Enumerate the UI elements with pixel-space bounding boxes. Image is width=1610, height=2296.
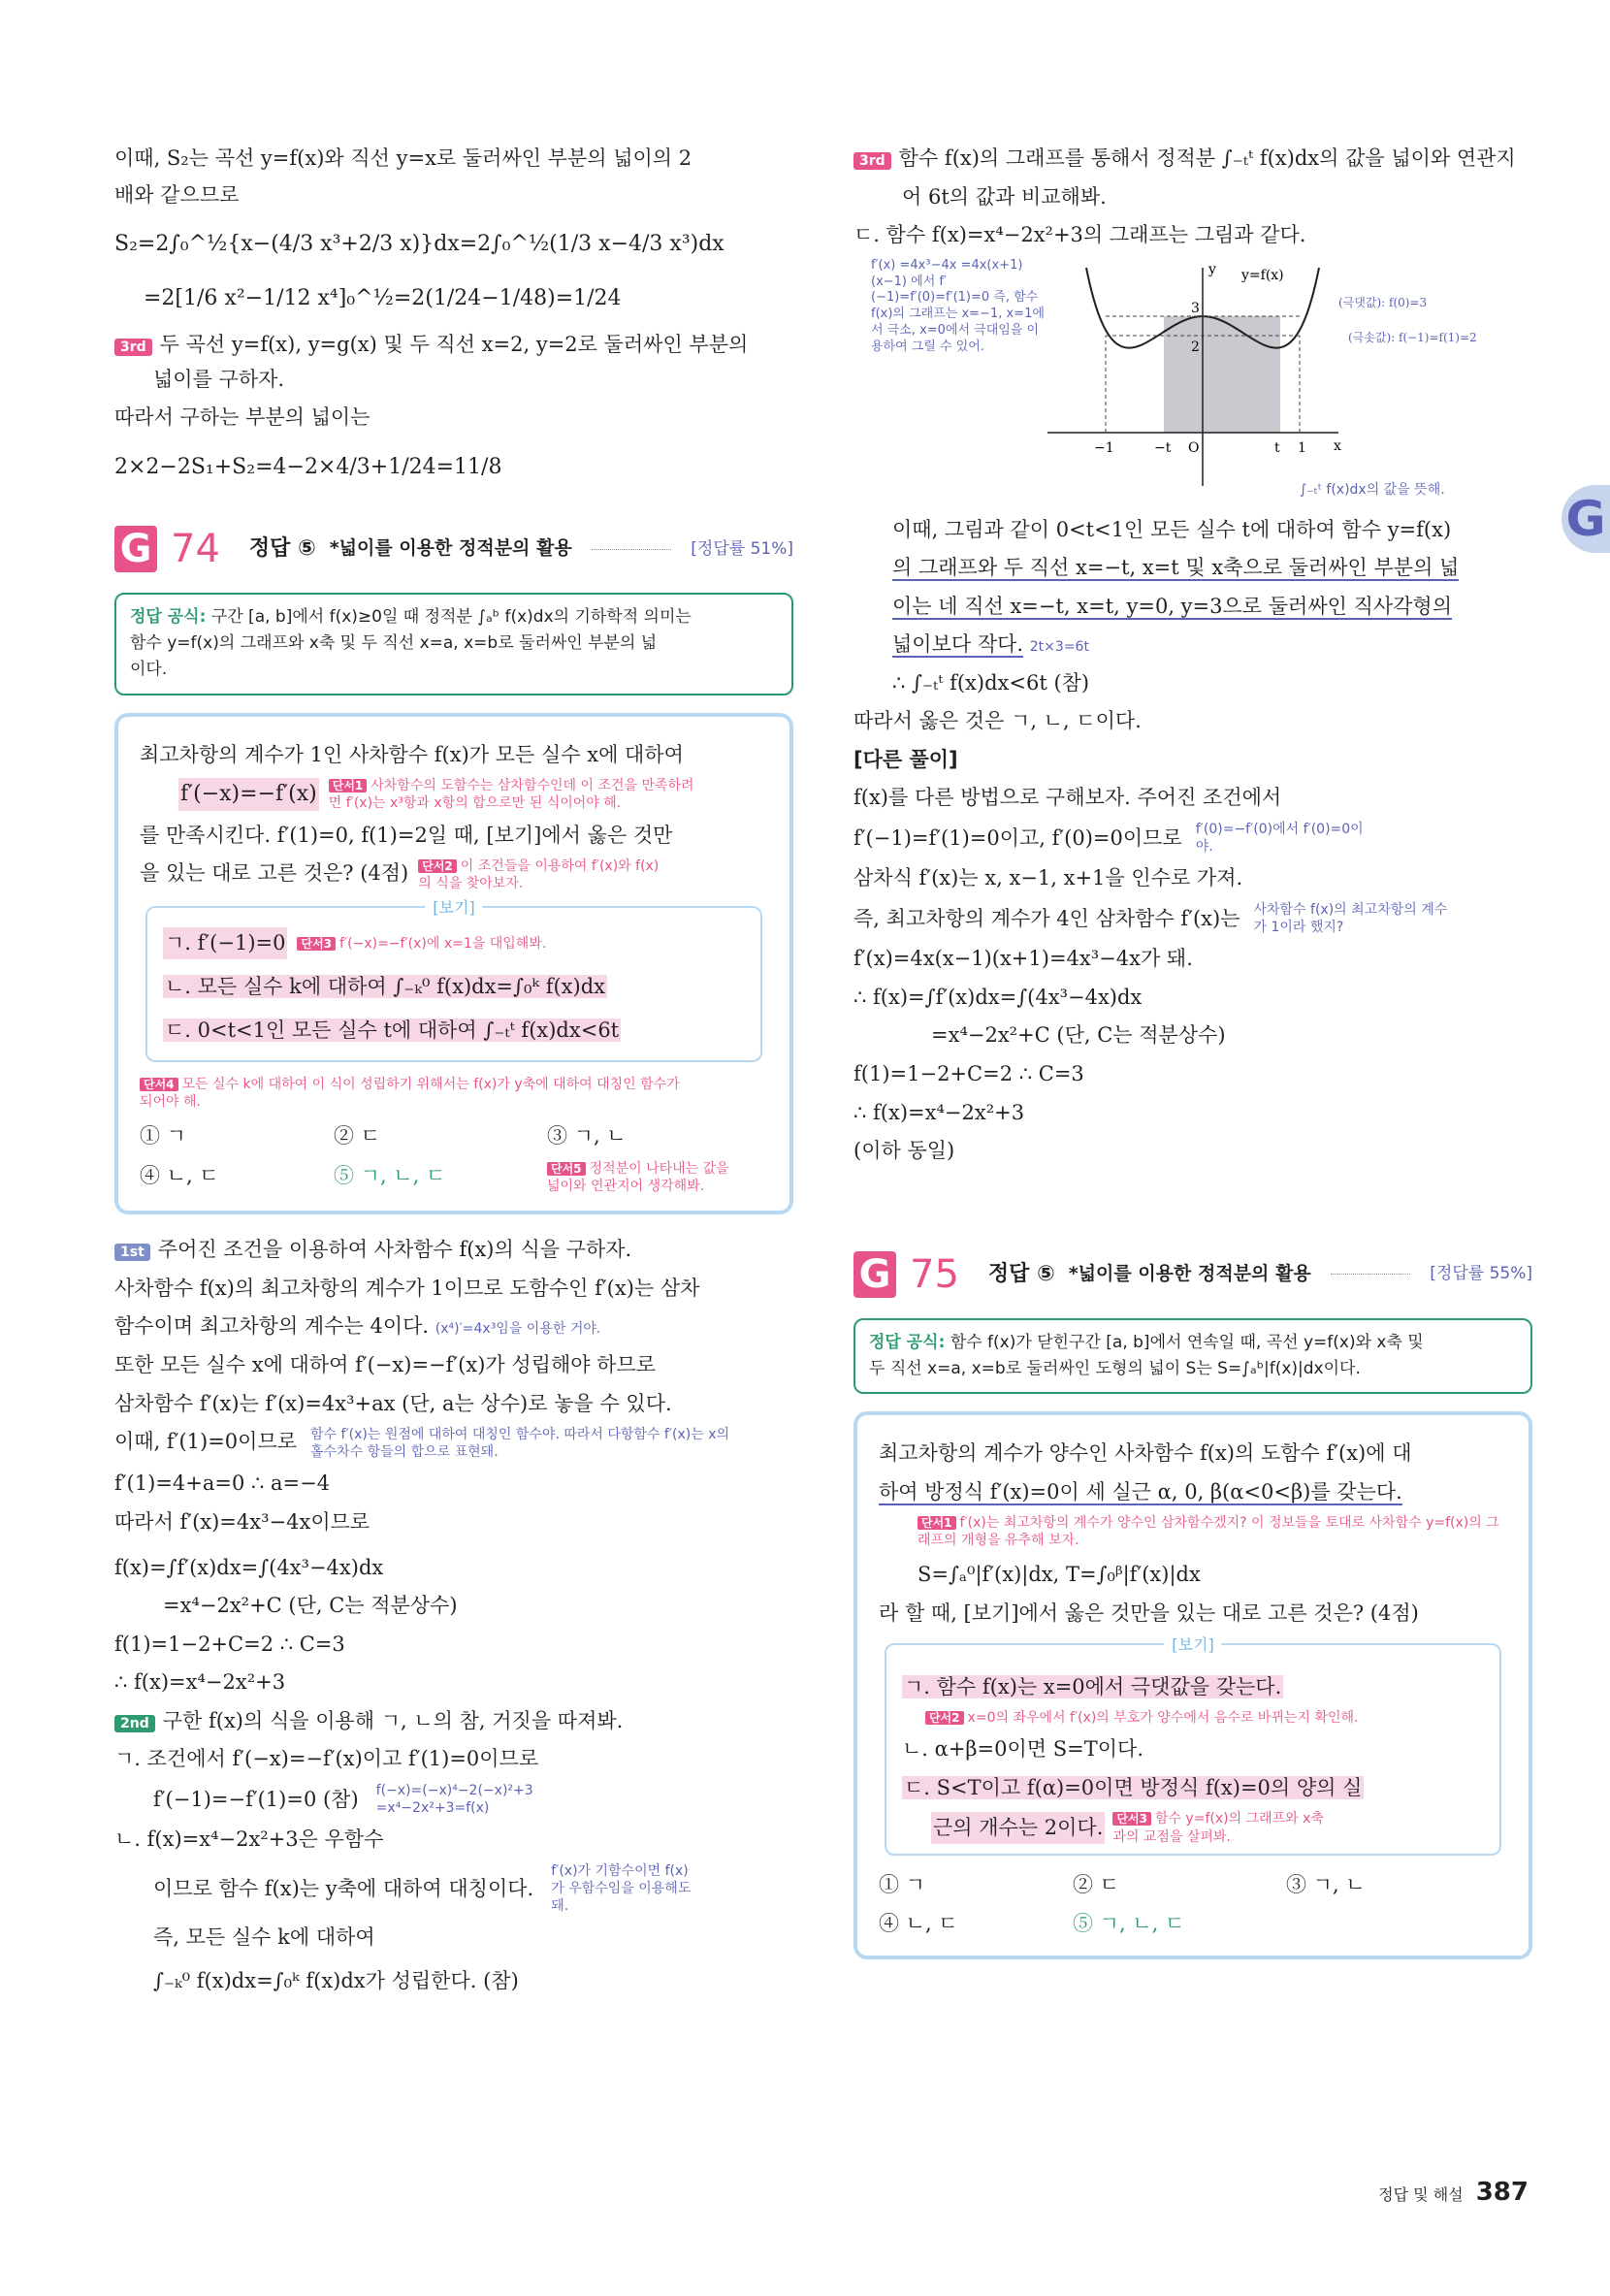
choice-3[interactable]: ③ ㄱ, ㄴ: [547, 1124, 627, 1148]
hint-text: 이 조건들을 이용하여 f′(x)와 f(x)의 식을 찾아보자.: [418, 858, 660, 892]
solution-line: ∫₋ₖ⁰ f(x)dx=∫₀ᵏ f(x)dx가 성립한다. (참): [153, 1968, 519, 1992]
solution-line: 즉, 최고차항의 계수가 4인 삼차함수 f′(x)는: [853, 906, 1240, 930]
max-label: (극댓값): f(0)=3: [1338, 295, 1428, 309]
problem-text: 최고차항의 계수가 양수인 사차함수 f(x)의 도함수 f′(x)에 대: [879, 1440, 1412, 1465]
formula-text: 두 직선 x=a, x=b로 둘러싸인 도형의 넓이 S는 S=∫ₐᵇ|f(x)|dx이다.: [869, 1358, 1361, 1378]
hint-tag: 단서3: [1112, 1812, 1151, 1826]
solution-line: ∴ f(x)=∫f′(x)dx=∫(4x³−4x)dx: [853, 985, 1143, 1009]
solution-line: 의 그래프와 두 직선 x=−t, x=t 및 x축으로 둘러싸인 부분의 넓: [892, 556, 1460, 580]
section-tab: G: [1562, 485, 1610, 553]
step-text: 구한 f(x)의 식을 이용해 ㄱ, ㄴ의 참, 거짓을 따져봐.: [162, 1708, 624, 1732]
intro-line: 배와 같으므로: [114, 182, 240, 207]
solution-line: f(x)=∫f′(x)dx=∫(4x³−4x)dx: [114, 1555, 384, 1579]
solution-line: f′(−1)=f′(1)=0이고, f′(0)=0이므로: [853, 825, 1182, 850]
solution-line: =x⁴−2x²+C (단, C는 적분상수): [931, 1023, 1226, 1048]
solution-line: 따라서 f′(x)=4x³−4x이므로: [114, 1510, 370, 1535]
solution-line: 사차함수 f(x)의 최고차항의 계수가 1이므로 도함수인 f′(x)는 삼차: [114, 1276, 700, 1300]
solution-line: ㄱ. 조건에서 f′(−x)=−f′(x)이고 f′(1)=0이므로: [114, 1747, 539, 1771]
side-note: 사차함수 f(x)의 최고차항의 계수가 1이라 했지?: [1253, 901, 1448, 936]
solution-line: f′(x)=4x(x−1)(x+1)=4x³−4x가 돼.: [853, 947, 1193, 971]
tick-label: t: [1274, 439, 1280, 456]
bogi-item: ㄱ. f′(−1)=0: [163, 927, 287, 959]
problem-text: 최고차항의 계수가 1인 사차함수 f(x)가 모든 실수 x에 대하여: [140, 742, 684, 766]
problem-condition: f′(−x)=−f′(x): [178, 778, 319, 811]
bogi-item: ㄴ. 모든 실수 k에 대하여 ∫₋ₖ⁰ f(x)dx=∫₀ᵏ f(x)dx: [165, 974, 605, 998]
step-badge: 1st: [114, 1244, 150, 1261]
right-column: [853, 136, 1532, 1959]
solution-line: (이하 동일): [853, 1139, 955, 1163]
solution-line: ∴ f(x)=x⁴−2x²+3: [114, 1670, 286, 1695]
tick-label: −t: [1154, 439, 1172, 456]
bogi-item: ㄴ. α+β=0이면 S=T이다.: [902, 1737, 1143, 1762]
choice-2[interactable]: ② ㄷ: [1073, 1872, 1119, 1896]
hint-tag: 단서2: [925, 1711, 964, 1725]
hint-tag: 단서4: [140, 1078, 178, 1091]
solution-line: =x⁴−2x²+C (단, C는 적분상수): [163, 1594, 458, 1618]
bogi-item: ㄱ. 함수 f(x)는 x=0에서 극댓값을 갖는다.: [904, 1674, 1282, 1698]
hint-text: 함수 y=f(x)의 그래프와 x축과의 교점을 살펴봐.: [1112, 1811, 1324, 1845]
formula-text: 함수 f(x)가 닫힌구간 [a, b]에서 연속일 때, 곡선 y=f(x)와 x축 및: [950, 1332, 1424, 1352]
problem-text: S=∫ₐ⁰|f′(x)|dx, T=∫₀ᵝ|f′(x)|dx: [918, 1563, 1201, 1587]
formula-box: [114, 593, 793, 695]
side-note: (x⁴)′=4x³임을 이용한 거야.: [435, 1321, 601, 1338]
solution-line: 이때, f′(1)=0이므로: [114, 1430, 298, 1454]
problem-box-75: [853, 1411, 1532, 1959]
solution-line: 이는 네 직선 x=−t, x=t, y=0, y=3으로 둘러싸인 직사각형의: [892, 594, 1452, 618]
hint-text: f′(x)는 최고차항의 계수가 양수인 삼차함수겠지? 이 정보들을 토대로 사차함수 y=f(x)의 그래프의 개형을 유추해 보자.: [918, 1515, 1499, 1549]
problem-text: 하여 방정식 f′(x)=0이 세 실근 α, 0, β(α<0<β)를 갖는다.: [879, 1479, 1402, 1504]
bogi-item: ㄷ. 0<t<1인 모든 실수 t에 대하여 ∫₋ₜᵗ f(x)dx<6t: [165, 1018, 620, 1042]
page-footer: [1378, 2178, 1529, 2207]
min-label: (극솟값): f(−1)=f(1)=2: [1348, 330, 1477, 344]
solution-line: f(1)=1−2+C=2 ∴ C=3: [853, 1061, 1084, 1085]
bogi-item: 근의 개수는 2이다.: [931, 1812, 1105, 1844]
problem-text: 을 있는 대로 고른 것은? (4점): [140, 861, 409, 886]
formula-label: 정답 공식:: [869, 1332, 946, 1352]
graph-area: [853, 258, 1532, 501]
graph-note: f′(x) =4x³−4x =4x(x+1)(x−1) 에서 f′(−1)=f′(0)=f′(1)=0 즉, 함수 f(x)의 그래프는 x=−1, x=1에서 극소, x=0에서 극대임을 이용하여 그릴 수 있어.: [871, 257, 1045, 355]
solution-line: f(x)를 다른 방법으로 구해보자. 주어진 조건에서: [853, 786, 1282, 810]
step-badge: 3rd: [853, 152, 891, 170]
side-note: f′(0)=−f′(0)에서 f′(0)=0이야.: [1195, 822, 1364, 856]
solution-line: 넓이보다 작다.: [892, 632, 1024, 657]
y-label: y: [1208, 261, 1216, 277]
formula-text: 함수 y=f(x)의 그래프와 x축 및 두 직선 x=a, x=b로 둘러싸인 부분의 넓: [130, 633, 658, 654]
bogi-box: [885, 1634, 1501, 1856]
problem-header-74: [114, 519, 793, 579]
choice-4[interactable]: ④ ㄴ, ㄷ: [140, 1163, 219, 1187]
answer: 정답 ⑤: [987, 1261, 1055, 1286]
solution-line: ∴ f(x)=x⁴−2x²+3: [853, 1100, 1025, 1124]
origin-label: O: [1188, 439, 1200, 456]
tick-label: −1: [1094, 439, 1114, 456]
bogi-title: [보기]: [425, 896, 482, 921]
step-badge: 3rd: [114, 339, 152, 356]
choice-5[interactable]: ⑤ ㄱ, ㄴ, ㄷ: [1073, 1912, 1185, 1936]
page-number: 387: [1475, 2178, 1529, 2207]
solution-line: 삼차식 f′(x)는 x, x−1, x+1을 인수로 가져.: [853, 866, 1243, 890]
step-text: 함수 f(x)의 그래프를 통해서 정적분 ∫₋ₜᵗ f(x)dx의 값을 넓이와 연관지: [898, 146, 1516, 170]
x-label: x: [1334, 437, 1341, 454]
rate: [정답률 51%]: [691, 538, 793, 559]
tick-label: 3: [1191, 300, 1200, 316]
choice-5[interactable]: ⑤ ㄱ, ㄴ, ㄷ: [334, 1163, 446, 1187]
bogi-box: [145, 898, 762, 1062]
step-text: 넓이를 구하자.: [153, 367, 285, 391]
left-column: [114, 136, 793, 2003]
bogi-title: [보기]: [1164, 1633, 1221, 1658]
choice-2[interactable]: ② ㄷ: [334, 1124, 380, 1148]
solution-line: 따라서 옳은 것은 ㄱ, ㄴ, ㄷ이다.: [853, 709, 1142, 733]
answer: 정답 ⑤: [248, 535, 316, 561]
topic: *넓이를 이용한 정적분의 활용: [329, 537, 572, 560]
side-note: ∫₋ₜᵗ f(x)dx의 값을 뜻해.: [1300, 481, 1445, 498]
curve-label: y=f(x): [1241, 267, 1284, 283]
solution-line: ㄷ. 함수 f(x)=x⁴−2x²+3의 그래프는 그림과 같다.: [853, 223, 1306, 247]
leader-dots: [1331, 1274, 1411, 1275]
so-line: 따라서 구하는 부분의 넓이는: [114, 405, 370, 430]
solution-line: f(1)=1−2+C=2 ∴ C=3: [114, 1632, 345, 1656]
hint-text: 모든 실수 k에 대하여 이 식이 성립하기 위해서는 f(x)가 y축에 대하여 대칭인 함수가 되어야 해.: [140, 1077, 680, 1111]
choice-1[interactable]: ① ㄱ: [879, 1872, 925, 1896]
problem-header-75: [853, 1245, 1532, 1305]
g-letter: G: [853, 1251, 896, 1298]
footer-label: 정답 및 해설: [1378, 2185, 1464, 2204]
hint-tag: 단서3: [297, 937, 336, 951]
problem-text: 라 할 때, [보기]에서 옳은 것만을 있는 대로 고른 것은? (4점): [879, 1601, 1419, 1625]
problem-box-74: [114, 713, 793, 1215]
side-note: 함수 f′(x)는 원점에 대하여 대칭인 함수야. 따라서 다항함수 f′(x)는 x의 홀수차수 항들의 합으로 표현돼.: [310, 1427, 730, 1461]
step-3: [114, 329, 793, 361]
solution-line: 이므로 함수 f(x)는 y축에 대하여 대칭이다.: [153, 1876, 534, 1900]
step-badge: 2nd: [114, 1715, 155, 1732]
rate: [정답률 55%]: [1430, 1264, 1532, 1284]
final-equation: 2×2−2S₁+S₂=4−2×4/3+1/24=11/8: [114, 454, 502, 479]
solution-line: ㄴ. f(x)=x⁴−2x²+3은 우함수: [114, 1827, 384, 1852]
formula-text: 이다.: [130, 660, 168, 680]
hint-tag: 단서1: [918, 1516, 956, 1530]
step-text: 두 곡선 y=f(x), y=g(x) 및 두 직선 x=2, y=2로 둘러싸인 부분의: [159, 333, 749, 357]
intro-line: 이때, S₂는 곡선 y=f(x)와 직선 y=x로 둘러싸인 부분의 넓이의 2: [114, 146, 692, 170]
choice-3[interactable]: ③ ㄱ, ㄴ: [1286, 1872, 1366, 1896]
solution-line: 이때, 그림과 같이 0<t<1인 모든 실수 t에 대하여 함수 y=f(x): [892, 517, 1452, 541]
problem-number: 74: [171, 527, 220, 572]
step-text: 어 6t의 값과 비교해봐.: [902, 184, 1107, 209]
bogi-item: ㄷ. S<T이고 f(α)=0이면 방정식 f(x)=0의 양의 실: [904, 1775, 1363, 1799]
topic: *넓이를 이용한 정적분의 활용: [1068, 1262, 1311, 1284]
leader-dots: [592, 549, 672, 550]
formula-label: 정답 공식:: [130, 607, 207, 628]
problem-text: 를 만족시킨다. f′(1)=0, f(1)=2일 때, [보기]에서 옳은 것만: [140, 823, 673, 847]
side-note: f′(x)가 기함수이면 f(x)가 우함수임을 이용해도 돼.: [551, 1862, 692, 1915]
hint-text: f′(−x)=−f′(x)에 x=1을 대입해봐.: [339, 935, 547, 952]
solution-line: 삼차함수 f′(x)는 f′(x)=4x³+ax (단, a는 상수)로 놓을 수 있다.: [114, 1391, 672, 1415]
choice-1[interactable]: ① ㄱ: [140, 1124, 186, 1148]
solution-line: 함수이며 최고차항의 계수는 4이다.: [114, 1314, 430, 1339]
solution-line: f′(−1)=−f′(1)=0 (참): [153, 1787, 359, 1811]
formula-text: 구간 [a, b]에서 f(x)≥0일 때 정적분 ∫ₐᵇ f(x)dx의 기하학적 의미는: [210, 607, 692, 628]
area-rectangle: [1164, 316, 1280, 433]
choice-4[interactable]: ④ ㄴ, ㄷ: [879, 1912, 958, 1936]
hint-tag: 단서2: [418, 859, 457, 873]
side-note: f(−x)=(−x)⁴−2(−x)²+3 =x⁴−2x²+3=f(x): [375, 1782, 533, 1817]
hint-text: x=0의 좌우에서 f′(x)의 부호가 양수에서 음수로 바뀌는지 확인해.: [967, 1710, 1359, 1727]
formula-box: [853, 1318, 1532, 1394]
solution-line: 또한 모든 실수 x에 대하여 f′(−x)=−f′(x)가 성립해야 하므로: [114, 1353, 657, 1376]
hint-text: 사차함수의 도함수는 삼차함수인데 이 조건을 만족하려면 f′(x)는 x³항과 x항의 합으로만 된 식이어야 해.: [328, 778, 694, 812]
tick-label: 1: [1298, 439, 1306, 456]
equation: S₂=2∫₀^½{x−(4/3 x³+2/3 x)}dx=2∫₀^½(1/3 x−4/3 x³)dx: [114, 232, 724, 257]
function-graph: [1047, 258, 1552, 491]
g-letter: G: [114, 526, 157, 572]
hint-text: 정적분이 나타내는 값을 넓이와 연관지어 생각해봐.: [547, 1160, 729, 1195]
hint-tag: 단서1: [329, 779, 368, 792]
solution-line: f′(1)=4+a=0 ∴ a=−4: [114, 1471, 331, 1496]
tick-label: 2: [1191, 339, 1200, 355]
side-note: 2t×3=6t: [1029, 639, 1089, 656]
equation: =2[1/6 x²−1/12 x⁴]₀^½=2(1/24−1/48)=1/24: [144, 286, 622, 311]
problem-number: 75: [910, 1251, 959, 1297]
step-text: 주어진 조건을 이용하여 사차함수 f(x)의 식을 구하자.: [157, 1238, 632, 1262]
solution-line: 즉, 모든 실수 k에 대하여: [153, 1925, 375, 1950]
hint-tag: 단서5: [547, 1162, 586, 1176]
alt-title: [다른 풀이]: [853, 747, 958, 771]
solution-line: ∴ ∫₋ₜᵗ f(x)dx<6t (참): [892, 670, 1090, 695]
